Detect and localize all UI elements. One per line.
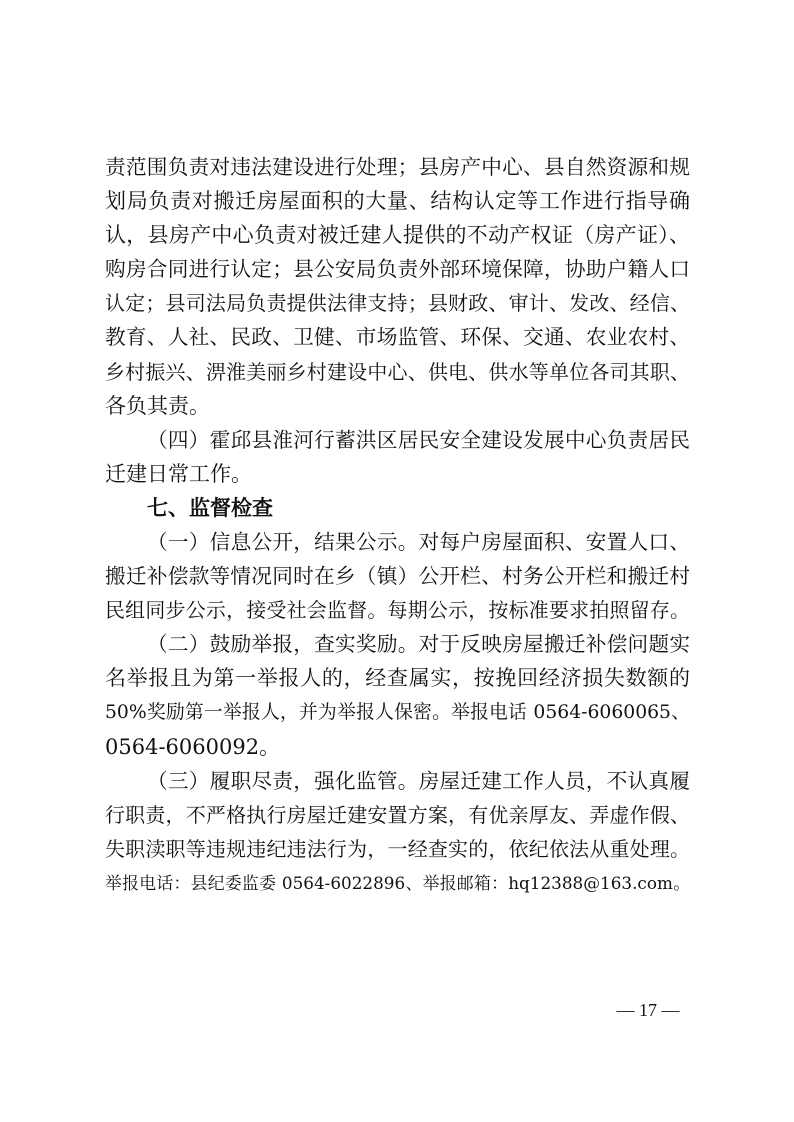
text-line: 行职责，不严格执行房屋迁建安置方案，有优亲厚友、弄虚作假、 — [105, 802, 690, 827]
text-line: 名举报且为第一举报人的，经查属实，按挽回经济损失数额的 — [105, 666, 690, 691]
text-line: 认，县房产中心负责对被迁建人提供的不动产权证（房产证）、 — [105, 223, 690, 248]
text-line: 举报电话：县纪委监委 0564-6022896、举报邮箱：hq12388@163.com。 — [105, 872, 690, 893]
text-line: （一）信息公开，结果公示。对每户房屋面积、安置人口、 — [147, 530, 690, 555]
section-heading: 七、监督检查 — [147, 494, 273, 520]
document-body — [105, 150, 690, 900]
text-line: 搬迁补偿款等情况同时在乡（镇）公开栏、村务公开栏和搬迁村 — [105, 564, 690, 589]
text-line: （四）霍邱县淮河行蓄洪区居民安全建设发展中心负责居民 — [147, 427, 690, 452]
text-line: 购房合同进行认定；县公安局负责外部环境保障，协助户籍人口 — [105, 257, 690, 282]
text-line: 失职渎职等违规违纪违法行为，一经查实的，依纪依法从重处理。 — [105, 836, 690, 861]
text-line: 教育、人社、民政、卫健、市场监管、环保、交通、农业农村、 — [105, 325, 690, 350]
text-line: 乡村振兴、淠淮美丽乡村建设中心、供电、供水等单位各司其职、 — [105, 359, 690, 384]
page-number: — 17 — — [616, 1000, 680, 1020]
text-line: （二）鼓励举报，查实奖励。对于反映房屋搬迁补偿问题实 — [147, 632, 690, 657]
text-line: 民组同步公示，接受社会监督。每期公示，按标准要求拍照留存。 — [105, 598, 690, 623]
text-line: 0564-6060092。 — [105, 734, 281, 759]
text-line: 划局负责对搬迁房屋面积的大量、结构认定等工作进行指导确 — [105, 189, 690, 214]
text-line: 责范围负责对违法建设进行处理；县房产中心、县自然资源和规 — [105, 155, 690, 179]
text-line: 认定；县司法局负责提供法律支持；县财政、审计、发改、经信、 — [105, 291, 690, 316]
text-line: 迁建日常工作。 — [105, 461, 252, 486]
text-line: 50%奖励第一举报人，并为举报人保密。举报电话 0564-6060065、 — [105, 701, 690, 723]
text-line: 各负其责。 — [105, 393, 210, 418]
text-line: （三）履职尽责，强化监管。房屋迁建工作人员，不认真履 — [147, 768, 690, 793]
